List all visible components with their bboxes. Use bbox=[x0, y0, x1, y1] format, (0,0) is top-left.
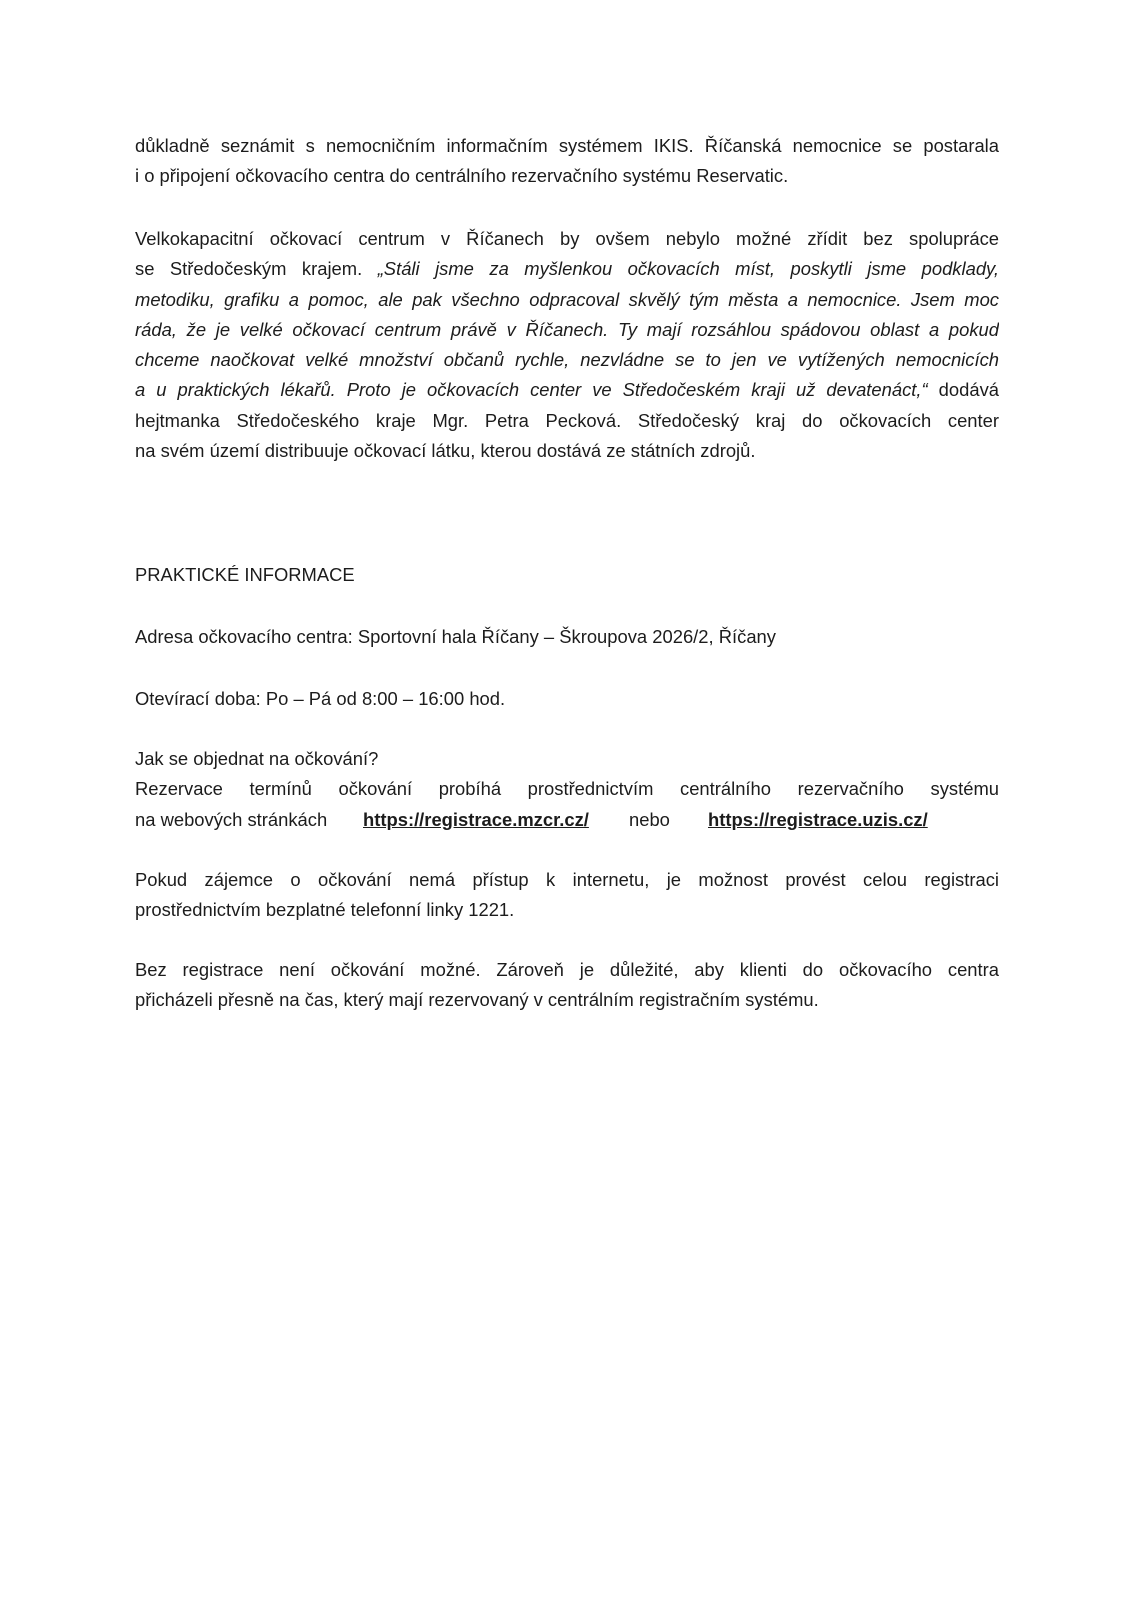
text-line-mixed bbox=[135, 375, 999, 405]
address-paragraph bbox=[135, 622, 999, 652]
paragraph-quote bbox=[135, 224, 999, 466]
hours-text: Otevírací doba: Po – Pá od 8:00 – 16:00 hod. bbox=[135, 688, 506, 709]
text-line: hejtmanka Středočeského kraje Mgr. Petra Pecková. Středočeský kraj do očkovacích center bbox=[135, 409, 999, 431]
section-heading bbox=[135, 560, 999, 590]
text-line: důkladně seznámit s nemocničním informačním systémem IKIS. Říčanská nemocnice se postarala bbox=[135, 135, 999, 156]
booking-paragraph bbox=[135, 744, 999, 835]
heading-text: PRAKTICKÉ INFORMACE bbox=[135, 564, 355, 585]
final-paragraph bbox=[135, 955, 999, 1016]
text-line: Bez registrace není očkování možné. Zároveň je důležité, aby klienti do očkovacího centra bbox=[135, 959, 999, 980]
text-line: Pokud zájemce o očkování nemá přístup k internetu, je možnost provést celou registraci bbox=[135, 869, 999, 890]
booking-question: Jak se objednat na očkování? bbox=[135, 748, 379, 769]
quote-span: a u praktických lékařů. Proto je očkovacích center ve Středočeském kraji už devatenáct,“ bbox=[135, 379, 928, 401]
link-registrace-mzcr[interactable]: https://registrace.mzcr.cz/ bbox=[363, 808, 589, 830]
text-span: na webových stránkách bbox=[135, 808, 328, 830]
text-line: prostřednictvím bezplatné telefonní linky 1221. bbox=[135, 899, 515, 921]
text-line: i o připojení očkovacího centra do centrálního rezervačního systému Reservatic. bbox=[135, 165, 789, 187]
text-line: přicházeli přesně na čas, který mají rezervovaný v centrálním registračním systému. bbox=[135, 989, 819, 1011]
quote-line: chceme naočkovat velké množství občanů rychle, nezvládne se to jen ve vytížených nemocnicích bbox=[135, 349, 999, 371]
text-line: Rezervace termínů očkování probíhá prostřednictvím centrálního rezervačního systému bbox=[135, 778, 999, 800]
hours-paragraph bbox=[135, 684, 999, 714]
phone-paragraph bbox=[135, 865, 999, 926]
quote-line: ráda, že je velké očkovací centrum právě v Říčanech. Ty mají rozsáhlou spádovou oblast a pokud bbox=[135, 318, 999, 340]
text-span: nebo bbox=[629, 808, 670, 830]
quote-line: metodiku, grafiku a pomoc, ale pak všechno odpracoval skvělý tým města a nemocnice. Jsem moc bbox=[135, 288, 999, 310]
text-line: na svém území distribuuje očkovací látku, kterou dostává ze státních zdrojů. bbox=[135, 440, 756, 462]
text-line-mixed bbox=[135, 254, 999, 284]
address-text: Adresa očkovacího centra: Sportovní hala Říčany – Škroupova 2026/2, Říčany bbox=[135, 626, 776, 647]
text-span: se Středočeským krajem. bbox=[135, 258, 378, 280]
links-line bbox=[135, 805, 999, 835]
text-line: Velkokapacitní očkovací centrum v Říčanech by ovšem nebylo možné zřídit bez spolupráce bbox=[135, 228, 999, 249]
paragraph-ikis bbox=[135, 131, 999, 192]
text-span: dodává bbox=[927, 379, 999, 401]
quote-span: „Stáli jsme za myšlenkou očkovacích míst, poskytli jsme podklady, bbox=[377, 258, 999, 280]
link-registrace-uzis[interactable]: https://registrace.uzis.cz/ bbox=[708, 808, 928, 830]
